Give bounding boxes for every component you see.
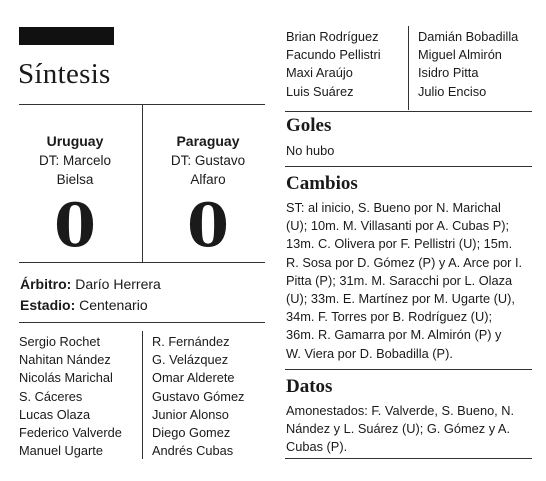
cambios-line: 34m. F. Torres por B. Rodríguez (U); [286, 309, 493, 325]
cambios-text [286, 199, 534, 363]
list-item: Maxi Araújo [286, 65, 353, 81]
stadium-label: Estadio: [20, 297, 76, 313]
referee-line [20, 276, 161, 292]
list-item: Luis Suárez [286, 83, 354, 99]
home-coach-line2: Bielsa [56, 172, 94, 187]
home-team [16, 132, 134, 189]
divider [285, 166, 532, 167]
cambios-line: ST: al inicio, S. Bueno por N. Marichal [286, 200, 501, 215]
cambios-line: 36m. R. Gamarra por M. Almirón (P) y [286, 327, 502, 343]
home-team-name: Uruguay [46, 133, 104, 149]
datos-line: Nández y L. Suárez (U); G. Gómez y A. [286, 421, 511, 437]
datos-text [286, 402, 534, 457]
datos-title: Datos [286, 376, 333, 397]
away-lineup-list [152, 333, 244, 460]
cambios-line: Pitta (P); 31m. M. Saracchi por L. Olaza [286, 272, 513, 288]
list-item: Lucas Olaza [19, 406, 91, 422]
away-lineup-continued [418, 28, 518, 101]
list-item: Nahitan Nández [19, 352, 111, 368]
goles-title: Goles [286, 115, 332, 136]
away-coach-line2: Alfaro [190, 172, 226, 187]
datos-line: Amonestados: F. Valverde, S. Bueno, N. [286, 403, 515, 418]
divider [19, 322, 265, 323]
cambios-line: 13m. C. Olivera por F. Pellistri (U); 15m. [286, 236, 513, 252]
cambios-line: W. Viera por D. Bobadilla (P). [286, 345, 453, 361]
list-item: Facundo Pellistri [286, 47, 381, 63]
list-item: Julio Enciso [418, 83, 487, 99]
list-item: Manuel Ugarte [19, 443, 103, 459]
away-team-name: Paraguay [176, 133, 240, 149]
list-item: Damián Bobadilla [418, 29, 519, 44]
lineup-divider [142, 331, 143, 459]
list-item: Omar Alderete [152, 370, 235, 386]
list-item: Federico Valverde [19, 424, 122, 440]
goles-text: No hubo [286, 143, 335, 158]
list-item: Nicolás Marichal [19, 370, 113, 386]
list-item: Isidro Pitta [418, 65, 479, 81]
page-title: Síntesis [18, 58, 111, 90]
home-score: 0 [54, 191, 96, 261]
away-score: 0 [187, 191, 229, 261]
lineup-divider [408, 26, 409, 110]
list-item: Sergio Rochet [19, 334, 101, 349]
home-lineup-continued [286, 28, 381, 101]
list-item: Junior Alonso [152, 406, 229, 422]
home-lineup-list [19, 333, 122, 460]
list-item: G. Velázquez [152, 352, 229, 368]
stadium-name: Centenario [79, 297, 148, 313]
cambios-title: Cambios [286, 173, 358, 194]
divider [285, 111, 532, 112]
cambios-line: (U); 33m. E. Martínez por M. Ugarte (U), [286, 291, 515, 307]
referee-name: Darío Herrera [75, 276, 161, 292]
section-marker-bar [19, 27, 114, 45]
divider [19, 262, 265, 263]
list-item: S. Cáceres [19, 388, 83, 404]
list-item: Miguel Almirón [418, 47, 502, 63]
away-coach-line1: DT: Gustavo [170, 153, 246, 168]
list-item: Gustavo Gómez [152, 388, 245, 404]
cambios-line: R. Sosa por D. Gómez (P) y A. Arce por I. [286, 254, 523, 270]
divider [285, 458, 532, 459]
stadium-line [20, 297, 148, 313]
list-item: Diego Gomez [152, 424, 231, 440]
divider [285, 369, 532, 370]
cambios-line: (U); 10m. M. Villasanti por A. Cubas P); [286, 218, 510, 234]
datos-line: Cubas (P). [286, 439, 348, 455]
away-team [149, 132, 267, 189]
team-divider [142, 105, 143, 262]
list-item: Andrés Cubas [152, 443, 234, 459]
list-item: Brian Rodríguez [286, 29, 379, 44]
home-coach-line1: DT: Marcelo [38, 153, 111, 168]
referee-label: Árbitro: [20, 276, 72, 292]
list-item: R. Fernández [152, 334, 230, 349]
